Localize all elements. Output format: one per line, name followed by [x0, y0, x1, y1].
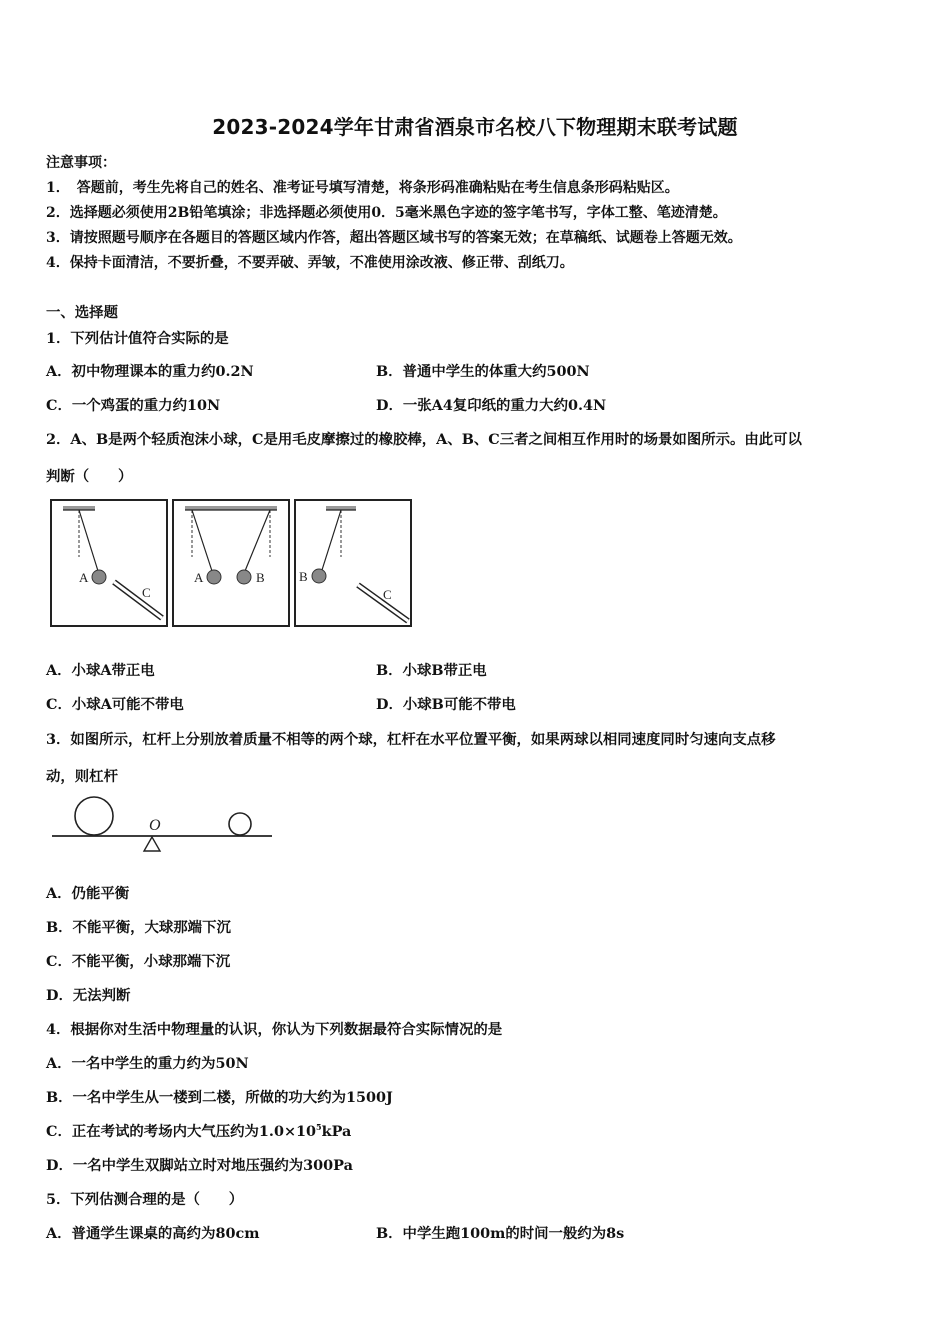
question-stem-cont: 判断（ ） — [46, 468, 133, 485]
label-c: C — [383, 587, 392, 602]
option-b: B．普通中学生的体重大约500N — [376, 363, 590, 380]
label-b: B — [256, 570, 265, 585]
question-stem: 4．根据你对生活中物理量的认识，你认为下列数据最符合实际情况的是 — [46, 1021, 503, 1038]
label-b: B — [299, 569, 308, 584]
option-d: D．无法判断 — [46, 987, 131, 1004]
section-heading: 一、选择题 — [46, 304, 118, 321]
option-b: B．一名中学生从一楼到二楼，所做的功大约为1500J — [46, 1089, 393, 1106]
option-b: B．中学生跑100m的时间一般约为8s — [376, 1225, 625, 1242]
option-d: D．小球B可能不带电 — [376, 696, 516, 713]
label-a: A — [194, 570, 204, 585]
label-c: C — [142, 585, 151, 600]
option-c: C．正在考试的考场内大气压约为$1.0\times 10^5kPa$ — [46, 1122, 352, 1140]
notice-item: 2．选择题必须使用2B铅笔填涂；非选择题必须使用0．5毫米黑色字迹的签字笔书写，字体工整、笔迹清楚。 — [46, 205, 727, 221]
option-b: B．小球B带正电 — [376, 662, 487, 679]
option-c: C．不能平衡，小球那端下沉 — [46, 953, 231, 970]
option-a: A．普通学生课桌的高约为80cm — [46, 1225, 260, 1242]
q2-figure — [48, 497, 414, 631]
option-c: C．一个鸡蛋的重力约10N — [46, 397, 221, 414]
question-stem: 5．下列估测合理的是（ ） — [46, 1191, 244, 1208]
question-stem-cont: 动，则杠杆 — [46, 768, 118, 785]
question-stem: 2．A、B是两个轻质泡沫小球，C是用毛皮摩擦过的橡胶棒，A、B、C三者之间相互作用时的场景如图所示。由此可以 — [46, 431, 802, 448]
pivot-label: O — [149, 817, 161, 834]
option-d: D．一张A4复印纸的重力大约0.4N — [376, 397, 607, 414]
option-a: A．初中物理课本的重力约0.2N — [46, 363, 254, 380]
option-a: A．一名中学生的重力约为50N — [46, 1055, 249, 1072]
option-b: B．不能平衡，大球那端下沉 — [46, 919, 231, 936]
q3-lever-figure — [50, 796, 274, 856]
option-a: A．小球A带正电 — [46, 662, 155, 679]
notice-item: 1． 答题前，考生先将自己的姓名、准考证号填写清楚，将条形码准确粘贴在考生信息条形码粘贴区。 — [46, 180, 679, 196]
notice-heading: 注意事项： — [46, 155, 116, 171]
notice-item: 3．请按照题号顺序在各题目的答题区域内作答，超出答题区域书写的答案无效；在草稿纸、试题卷上答题无效。 — [46, 230, 742, 246]
page-title: 2023-2024学年甘肃省酒泉市名校八下物理期末联考试题 — [212, 115, 738, 139]
question-stem: 3．如图所示，杠杆上分别放着质量不相等的两个球，杠杆在水平位置平衡，如果两球以相同速度同时匀速向支点移 — [46, 731, 776, 748]
question-stem: 1．下列估计值符合实际的是 — [46, 330, 229, 347]
option-d: D．一名中学生双脚站立时对地压强约为300Pa — [46, 1157, 353, 1174]
option-a: A．仍能平衡 — [46, 885, 130, 902]
notice-item: 4．保持卡面清洁，不要折叠，不要弄破、弄皱，不准使用涂改液、修正带、刮纸刀。 — [46, 255, 574, 271]
label-a: A — [79, 570, 89, 585]
option-c: C．小球A可能不带电 — [46, 696, 184, 713]
